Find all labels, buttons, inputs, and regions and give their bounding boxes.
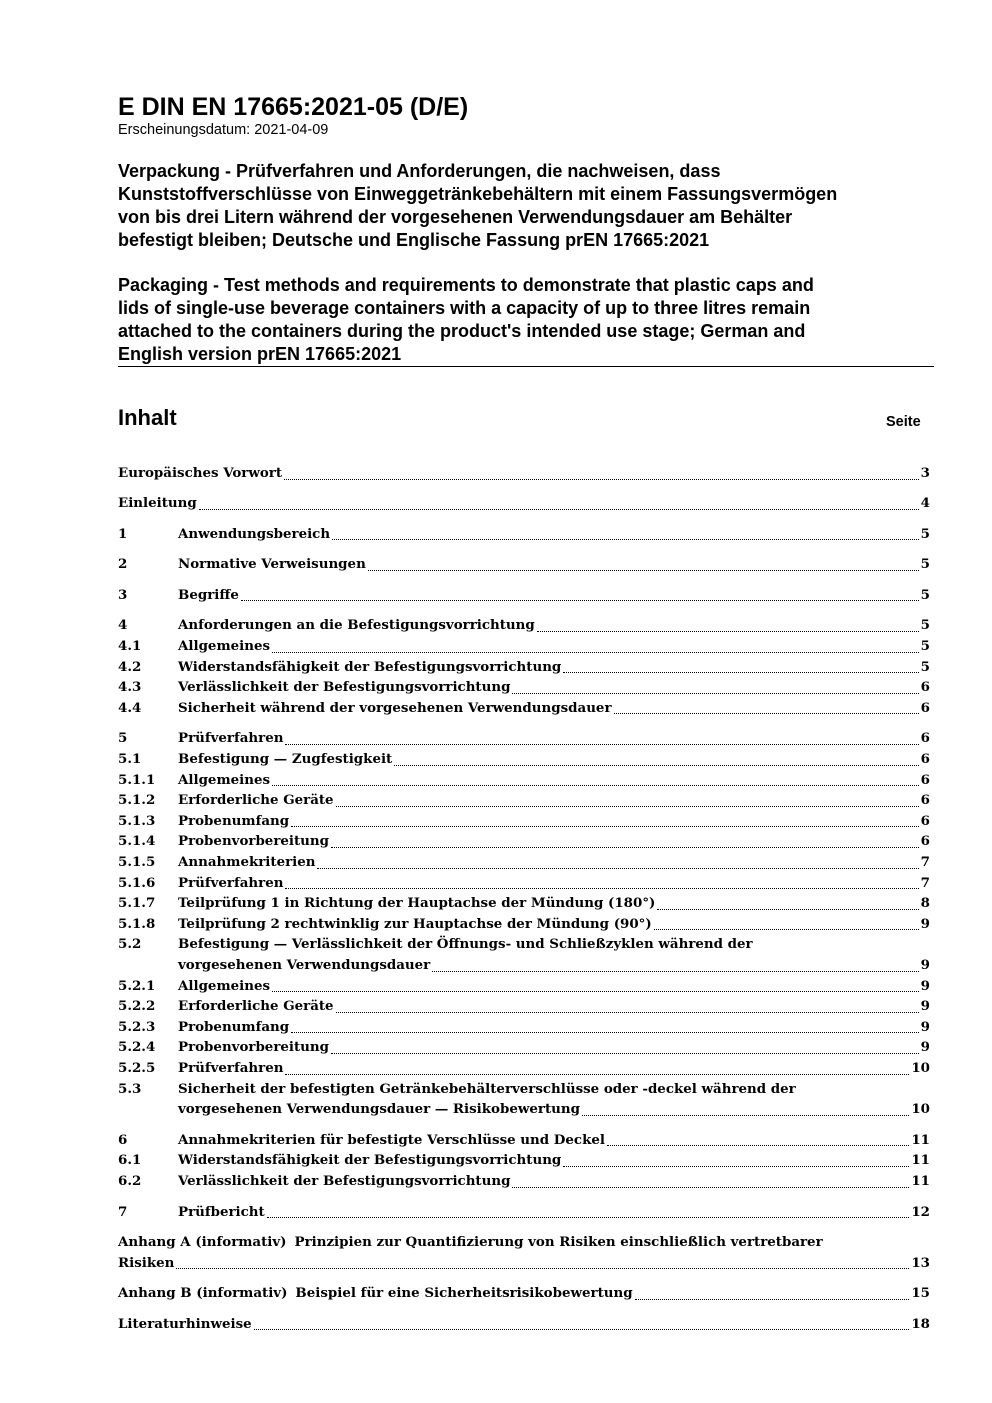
toc-entry[interactable] — [118, 770, 930, 791]
toc-spacer — [118, 718, 930, 728]
toc-entry[interactable] — [118, 749, 930, 770]
toc-entry-page: 3 — [920, 465, 930, 481]
toc-entry-number: 5.1.2 — [118, 792, 156, 809]
toc-entry-page: 5 — [920, 586, 930, 603]
toc-entry-number: 5.1.5 — [118, 854, 156, 870]
toc-dot-leader — [654, 928, 919, 930]
toc-entry[interactable] — [118, 1314, 930, 1335]
toc-entry-page: 11 — [911, 1152, 930, 1169]
toc-entry-page: 6 — [920, 792, 930, 809]
toc-dot-leader — [272, 651, 919, 653]
toc-entry[interactable] — [118, 493, 930, 514]
title-german-line: befestigt bleiben; Deutsche und Englische Fassung prEN 17665:2021 — [118, 230, 710, 250]
toc-entry-title: Erforderliche Geräte — [178, 792, 334, 809]
toc-entry-title: Prüfverfahren — [178, 730, 284, 747]
toc-entry[interactable] — [118, 976, 930, 997]
toc-entry-page: 13 — [911, 1254, 930, 1271]
toc-entry-number: 5.1.6 — [118, 874, 156, 891]
toc-entry[interactable] — [118, 1099, 930, 1120]
toc-entry-page: 9 — [920, 998, 930, 1015]
toc-entry-number: 5 — [118, 730, 128, 747]
toc-entry-page: 9 — [920, 915, 930, 932]
toc-dot-leader — [199, 508, 919, 510]
toc-spacer — [118, 575, 930, 585]
toc-entry-page: 7 — [920, 874, 930, 891]
toc-dot-leader — [267, 1216, 910, 1218]
toc-entry-title: vorgesehenen Verwendungsdauer — Risikobewertung — [178, 1101, 580, 1118]
toc-entry-page: 10 — [911, 1101, 930, 1118]
toc-entry-page: 6 — [920, 699, 930, 716]
toc-entry[interactable] — [118, 1283, 930, 1304]
toc-entry-title: Sicherheit der befestigten Getränkebehälterverschlüsse oder -deckel während der — [178, 1080, 796, 1097]
toc-dot-leader — [563, 1165, 909, 1167]
toc-entry-number: 3 — [118, 586, 128, 603]
toc-entry-title: Befestigung — Verlässlichkeit der Öffnungs- und Schließzyklen während der — [178, 936, 753, 953]
toc-entry-number: 2 — [118, 556, 128, 573]
toc-dot-leader — [272, 990, 919, 992]
toc-entry[interactable] — [118, 1171, 930, 1192]
toc-entry[interactable] — [118, 463, 930, 484]
toc-entry-title: Begriffe — [178, 586, 239, 603]
toc-entry-page: 6 — [920, 730, 930, 747]
toc-entry[interactable] — [118, 636, 930, 657]
toc-entry-page: 11 — [911, 1172, 930, 1189]
toc-entry-number: 5.1.1 — [118, 771, 156, 788]
toc-entry-title: Allgemeines — [178, 771, 271, 788]
toc-entry[interactable] — [118, 1058, 930, 1079]
toc-entry-page: 5 — [920, 525, 930, 542]
toc-dot-leader — [291, 1031, 919, 1033]
toc-dot-leader — [614, 712, 919, 714]
toc-dot-leader — [582, 1114, 909, 1116]
toc-spacer — [118, 544, 930, 554]
toc-entry[interactable] — [118, 585, 930, 606]
toc-dot-leader — [512, 692, 918, 694]
toc-entry-number: 5.1.3 — [118, 812, 156, 829]
toc-entry-title: Probenvorbereitung — [178, 833, 330, 850]
toc-entry-page: 6 — [920, 833, 930, 850]
toc-entry[interactable] — [118, 615, 930, 636]
toc-dot-leader — [336, 1011, 919, 1013]
document-id: E DIN EN 17665:2021-05 (D/E) — [118, 93, 469, 121]
publication-date-label: Erscheinungsdatum: — [118, 122, 251, 138]
toc-entry-title: Annahmekriterien — [178, 854, 316, 870]
toc-entry-number: 5.2.2 — [118, 998, 156, 1015]
toc-entry[interactable] — [118, 554, 930, 575]
toc-entry-number: 5.2.1 — [118, 977, 156, 994]
toc-entry-title: Normative Verweisungen — [178, 556, 366, 573]
toc-entry[interactable] — [118, 1079, 930, 1100]
toc-entry[interactable] — [118, 698, 930, 719]
toc-entry-page: 8 — [920, 895, 930, 912]
toc-spacer — [118, 1120, 930, 1130]
toc-entry[interactable] — [118, 1017, 930, 1038]
toc-entry-number: 6.1 — [118, 1152, 142, 1169]
toc-entry-page: 7 — [920, 854, 930, 870]
toc-entry-title: Prüfbericht — [178, 1203, 265, 1220]
toc-entry-title: Probenumfang — [178, 1018, 290, 1035]
toc-entry-title: Annahmekriterien für befestigte Verschlüsse und Deckel — [178, 1131, 605, 1148]
toc-entry-title: Teilprüfung 2 rechtwinklig zur Hauptachse der Mündung (90°) — [178, 915, 652, 932]
toc-entry[interactable] — [118, 1037, 930, 1058]
toc-entry[interactable] — [118, 996, 930, 1017]
toc-entry-number: 5.1.8 — [118, 915, 156, 932]
toc-entry-page: 12 — [911, 1203, 930, 1220]
toc-entry-title: Anforderungen an die Befestigungsvorrichtung — [178, 617, 535, 634]
title-english — [118, 274, 938, 366]
toc-entry[interactable] — [118, 811, 930, 832]
toc-entry-title: Widerstandsfähigkeit der Befestigungsvorrichtung — [178, 1152, 562, 1169]
toc-entry-page: 4 — [920, 495, 930, 512]
toc-entry[interactable] — [118, 1202, 930, 1223]
toc-entry-page: 5 — [920, 617, 930, 634]
toc-dot-leader — [285, 887, 918, 889]
title-divider — [118, 366, 934, 367]
toc-annex-label: Anhang A (informativ) — [118, 1234, 287, 1251]
toc-entry[interactable] — [118, 1253, 930, 1274]
toc-entry-title: Einleitung — [118, 495, 197, 512]
toc-spacer — [118, 514, 930, 524]
toc-entry[interactable] — [118, 790, 930, 811]
toc-entry-page: 11 — [911, 1131, 930, 1148]
toc-spacer — [118, 1222, 930, 1232]
toc-entry-number: 4 — [118, 617, 128, 634]
toc-entry-page: 10 — [911, 1059, 930, 1076]
toc-entry-title: Prüfverfahren — [178, 1059, 284, 1076]
toc-entry-page: 6 — [920, 771, 930, 788]
toc-dot-leader — [607, 1144, 909, 1146]
toc-entry-page: 18 — [911, 1315, 930, 1332]
toc-entry-number: 6.2 — [118, 1172, 142, 1189]
toc-entry[interactable] — [118, 893, 930, 914]
toc-entry-number: 4.2 — [118, 658, 142, 675]
toc-entry[interactable] — [118, 1130, 930, 1151]
toc-dot-leader — [254, 1328, 910, 1330]
toc-entry-title: Verlässlichkeit der Befestigungsvorrichtung — [178, 679, 511, 696]
toc-entry-title: Prinzipien zur Quantifizierung von Risiken einschließlich vertretbarer — [294, 1234, 823, 1251]
toc-entry-number: 5.1 — [118, 751, 142, 768]
toc-entry-number: 7 — [118, 1203, 128, 1220]
toc-entry[interactable] — [118, 524, 930, 545]
toc-annex-label: Anhang B (informativ) — [118, 1285, 288, 1302]
toc-entry-title: Allgemeines — [178, 638, 271, 655]
toc-entry-page: 9 — [920, 956, 930, 973]
toc-entry-title: Europäisches Vorwort — [118, 465, 283, 481]
toc-entry-title: Befestigung — Zugfestigkeit — [178, 751, 393, 768]
toc-entry-page: 6 — [920, 751, 930, 768]
toc-entry-title: Teilprüfung 1 in Richtung der Hauptachse der Mündung (180°) — [178, 895, 656, 912]
toc-dot-leader — [368, 569, 919, 571]
title-english-line: Packaging - Test methods and requirements to demonstrate that plastic caps and — [118, 275, 814, 295]
toc-entry[interactable] — [118, 852, 930, 873]
toc-spacer — [118, 1304, 930, 1314]
toc-dot-leader — [563, 671, 918, 673]
toc-dot-leader — [331, 1052, 919, 1054]
toc-entry[interactable] — [118, 955, 930, 976]
toc-entry[interactable] — [118, 934, 930, 955]
toc-dot-leader — [284, 478, 919, 480]
toc-spacer — [118, 484, 930, 494]
toc-entry[interactable] — [118, 728, 930, 749]
toc-dot-leader — [285, 743, 918, 745]
toc-entry-number: 1 — [118, 525, 128, 542]
title-english-line: attached to the containers during the product's intended use stage; German and — [118, 321, 806, 341]
toc-dot-leader — [291, 825, 919, 827]
toc-dot-leader — [537, 630, 919, 632]
toc-dot-leader — [657, 908, 918, 910]
title-german-line: von bis drei Litern während der vorgesehenen Verwendungsdauer am Behälter — [118, 207, 793, 227]
toc-entry-number: 5.1.7 — [118, 895, 156, 912]
toc-entry-page: 15 — [911, 1285, 930, 1302]
publication-date-value: 2021-04-09 — [254, 122, 329, 138]
toc-entry-title: Probenumfang — [178, 812, 290, 829]
toc-entry-page: 5 — [920, 556, 930, 573]
toc-entry-title: Widerstandsfähigkeit der Befestigungsvorrichtung — [178, 658, 562, 675]
table-of-contents — [118, 463, 930, 1334]
toc-entry-title: Beispiel für eine Sicherheitsrisikobewertung — [295, 1285, 633, 1302]
toc-entry-title: Risiken — [118, 1254, 175, 1271]
toc-entry-number: 6 — [118, 1131, 128, 1148]
toc-dot-leader — [272, 784, 919, 786]
toc-entry-title: vorgesehenen Verwendungsdauer — [178, 956, 431, 973]
toc-entry-number: 5.2 — [118, 936, 142, 953]
toc-dot-leader — [176, 1267, 909, 1269]
toc-entry-page: 9 — [920, 1039, 930, 1056]
title-english-line: lids of single-use beverage containers with a capacity of up to three litres remain — [118, 298, 811, 318]
toc-entry-page: 5 — [920, 658, 930, 675]
toc-entry-title: Sicherheit während der vorgesehenen Verwendungsdauer — [178, 699, 612, 716]
toc-dot-leader — [332, 538, 919, 540]
title-german — [118, 160, 938, 252]
toc-spacer — [118, 1192, 930, 1202]
toc-dot-leader — [317, 867, 918, 869]
toc-entry-page: 9 — [920, 1018, 930, 1035]
toc-dot-leader — [336, 805, 919, 807]
toc-entry-number: 5.2.5 — [118, 1059, 156, 1076]
toc-dot-leader — [432, 970, 918, 972]
toc-dot-leader — [241, 599, 919, 601]
toc-entry-title: Allgemeines — [178, 977, 271, 994]
toc-entry-title: Prüfverfahren — [178, 874, 284, 891]
toc-entry[interactable] — [118, 873, 930, 894]
toc-entry[interactable] — [118, 1150, 930, 1171]
toc-entry-page: 6 — [920, 679, 930, 696]
publication-date — [118, 121, 328, 139]
toc-entry-page: 6 — [920, 812, 930, 829]
toc-entry-number: 5.3 — [118, 1080, 142, 1097]
toc-entry-number: 4.3 — [118, 679, 142, 696]
toc-spacer — [118, 605, 930, 615]
toc-entry-title: Erforderliche Geräte — [178, 998, 334, 1015]
toc-entry[interactable] — [118, 657, 930, 678]
toc-entry[interactable] — [118, 677, 930, 698]
toc-entry-number: 4.4 — [118, 699, 142, 716]
toc-spacer — [118, 1273, 930, 1283]
title-german-line: Kunststoffverschlüsse von Einweggetränkebehältern mit einem Fassungsvermögen — [118, 184, 838, 204]
title-english-line: English version prEN 17665:2021 — [118, 344, 402, 364]
toc-entry[interactable] — [118, 914, 930, 935]
toc-entry-number: 5.2.4 — [118, 1039, 156, 1056]
toc-entry-title: Literaturhinweise — [118, 1315, 252, 1332]
toc-dot-leader — [331, 846, 919, 848]
toc-entry-title: Probenvorbereitung — [178, 1039, 330, 1056]
toc-entry-title: Anwendungsbereich — [178, 525, 331, 542]
toc-entry-page: 9 — [920, 977, 930, 994]
toc-dot-leader — [512, 1186, 909, 1188]
toc-entry-number: 5.2.3 — [118, 1018, 156, 1035]
title-german-line: Verpackung - Prüfverfahren und Anforderungen, die nachweisen, dass — [118, 161, 721, 181]
toc-entry-page: 5 — [920, 638, 930, 655]
toc-entry-title: Verlässlichkeit der Befestigungsvorrichtung — [178, 1172, 511, 1189]
toc-entry[interactable] — [118, 831, 930, 852]
toc-dot-leader — [635, 1298, 910, 1300]
toc-entry-number: 5.1.4 — [118, 833, 156, 850]
toc-dot-leader — [285, 1073, 909, 1075]
toc-page-label: Seite — [886, 414, 921, 430]
toc-entry-number: 4.1 — [118, 638, 142, 655]
toc-heading: Inhalt — [118, 405, 177, 430]
toc-entry[interactable] — [118, 1232, 930, 1253]
toc-dot-leader — [394, 764, 918, 766]
